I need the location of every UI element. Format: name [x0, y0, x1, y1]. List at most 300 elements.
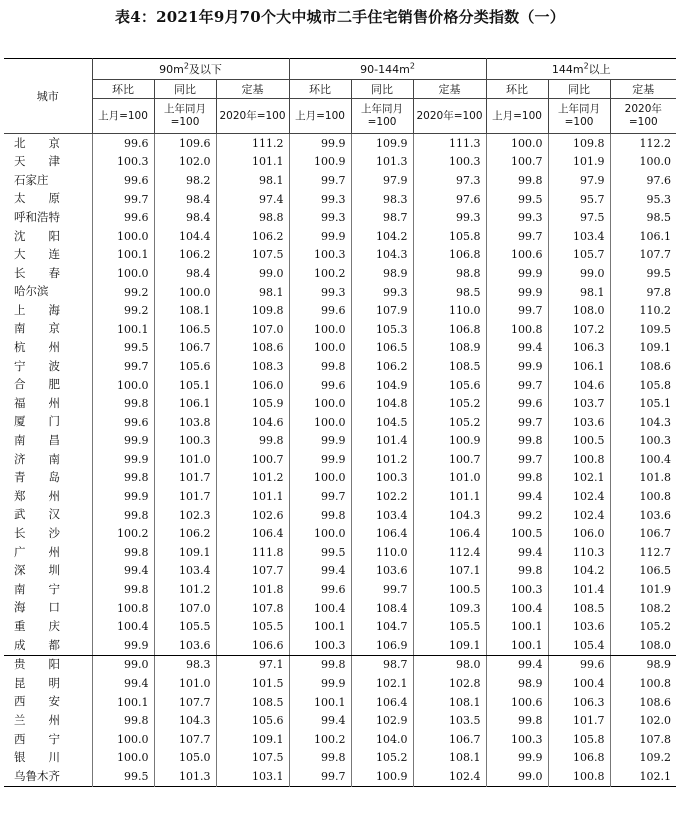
index-value: 104.3 — [639, 415, 672, 429]
table-row — [4, 301, 676, 320]
index-value: 97.6 — [413, 190, 486, 209]
index-value: 98.5 — [646, 211, 672, 225]
index-value: 99.4 — [486, 543, 548, 562]
index-value: 99.0 — [548, 264, 610, 283]
city-name: 西 安 — [4, 693, 92, 712]
sub-header-cell: 同比 — [351, 80, 413, 99]
group-header-small: $90m^2$及以下 — [92, 59, 289, 80]
sub-header-cell: 定基 — [413, 80, 486, 99]
table-row — [4, 580, 676, 599]
index-value: 99.8 — [289, 506, 351, 525]
index-value: 99.6 — [548, 655, 610, 674]
table-row — [4, 320, 676, 339]
index-value: 99.8 — [92, 580, 154, 599]
index-value: 98.0 — [413, 655, 486, 674]
price-index-table — [4, 58, 676, 787]
index-value: 103.4 — [548, 227, 610, 246]
index-value: 100.5 — [548, 432, 610, 451]
index-value: 99.3 — [289, 190, 351, 209]
index-value: 99.4 — [486, 339, 548, 358]
index-value: 112.2 — [639, 136, 672, 150]
index-value: 106.3 — [548, 339, 610, 358]
index-value: 100.7 — [413, 450, 486, 469]
table-row — [4, 376, 676, 395]
index-value: 100.3 — [154, 432, 216, 451]
table-row — [4, 674, 676, 693]
index-value: 108.6 — [639, 695, 672, 709]
index-value: 99.9 — [92, 487, 154, 506]
index-value: 100.1 — [92, 246, 154, 265]
index-value: 97.9 — [548, 171, 610, 190]
table-row — [4, 171, 676, 190]
index-value: 106.3 — [548, 693, 610, 712]
price-index-table-container — [4, 58, 676, 787]
index-value: 100.0 — [486, 134, 548, 153]
index-value: 99.7 — [486, 227, 548, 246]
index-value: 100.9 — [289, 153, 351, 172]
index-value: 108.5 — [548, 599, 610, 618]
index-value: 104.9 — [351, 376, 413, 395]
table-row — [4, 339, 676, 358]
table-row — [4, 153, 676, 172]
index-value: 100.3 — [351, 469, 413, 488]
index-value: 104.0 — [351, 730, 413, 749]
index-value: 106.2 — [351, 357, 413, 376]
table-row — [4, 655, 676, 674]
index-value: 103.6 — [548, 617, 610, 636]
index-value: 103.7 — [548, 394, 610, 413]
index-value: 99.8 — [486, 432, 548, 451]
index-value: 100.3 — [486, 730, 548, 749]
group-header-large: $144m^2$以上 — [486, 59, 676, 80]
index-value: 97.5 — [548, 208, 610, 227]
index-value: 98.9 — [351, 264, 413, 283]
index-value: 99.8 — [92, 469, 154, 488]
index-value: 99.4 — [486, 487, 548, 506]
sub-header-cell: 环比 — [486, 80, 548, 99]
index-value: 100.0 — [289, 339, 351, 358]
index-value: 99.7 — [92, 190, 154, 209]
index-value: 98.3 — [351, 190, 413, 209]
index-value: 105.4 — [548, 636, 610, 655]
index-value: 100.8 — [92, 599, 154, 618]
index-value: 106.2 — [154, 524, 216, 543]
index-value: 99.7 — [289, 767, 351, 786]
sub-header-cell: 同比 — [548, 80, 610, 99]
index-value: 109.1 — [639, 341, 672, 355]
index-value: 108.6 — [216, 339, 289, 358]
index-value: 99.9 — [289, 674, 351, 693]
table-body — [4, 134, 676, 787]
index-value: 101.1 — [216, 153, 289, 172]
index-value: 101.2 — [154, 580, 216, 599]
index-value: 102.9 — [351, 711, 413, 730]
index-value: 103.8 — [154, 413, 216, 432]
index-value: 106.0 — [548, 524, 610, 543]
city-name: 武 汉 — [4, 506, 92, 525]
city-name: 呼和浩特 — [4, 208, 92, 227]
index-value: 107.7 — [154, 693, 216, 712]
index-value: 101.0 — [154, 450, 216, 469]
index-value: 107.7 — [216, 562, 289, 581]
index-value: 99.9 — [92, 432, 154, 451]
index-value: 100.7 — [486, 153, 548, 172]
city-name: 杭 州 — [4, 339, 92, 358]
sub-header-cell: 环比 — [92, 80, 154, 99]
sub-header-cell: 同比 — [154, 80, 216, 99]
index-value: 99.8 — [486, 711, 548, 730]
sub-header-cell: 定基 — [610, 80, 676, 99]
city-name: 南 昌 — [4, 432, 92, 451]
index-value: 107.8 — [216, 599, 289, 618]
index-value: 103.6 — [639, 508, 672, 522]
city-column-header: 城市 — [4, 59, 92, 134]
index-value: 106.2 — [154, 246, 216, 265]
index-value: 100.1 — [486, 636, 548, 655]
index-value: 98.2 — [154, 171, 216, 190]
table-row — [4, 636, 676, 655]
table-row — [4, 617, 676, 636]
city-name: 沈 阳 — [4, 227, 92, 246]
index-value: 99.7 — [289, 487, 351, 506]
index-value: 100.6 — [486, 246, 548, 265]
index-value: 99.3 — [413, 208, 486, 227]
index-value: 100.0 — [289, 469, 351, 488]
index-value: 109.1 — [413, 636, 486, 655]
index-value: 108.1 — [413, 749, 486, 768]
city-name: 长 春 — [4, 264, 92, 283]
index-value: 112.4 — [413, 543, 486, 562]
city-name: 福 州 — [4, 394, 92, 413]
index-value: 100.2 — [289, 264, 351, 283]
index-value: 103.4 — [351, 506, 413, 525]
index-value: 107.5 — [216, 749, 289, 768]
table-row — [4, 469, 676, 488]
index-value: 100.6 — [486, 693, 548, 712]
city-name: 乌鲁木齐 — [4, 767, 92, 786]
index-value: 98.7 — [351, 208, 413, 227]
index-value: 99.4 — [289, 562, 351, 581]
index-value: 97.8 — [646, 285, 672, 299]
index-value: 106.4 — [216, 524, 289, 543]
index-value: 102.2 — [351, 487, 413, 506]
city-name: 石家庄 — [4, 171, 92, 190]
table-row — [4, 264, 676, 283]
index-value: 109.2 — [639, 751, 672, 765]
index-value: 102.4 — [548, 487, 610, 506]
index-value: 99.8 — [486, 469, 548, 488]
index-value: 98.7 — [351, 655, 413, 674]
index-value: 99.8 — [216, 432, 289, 451]
index-value: 106.4 — [351, 524, 413, 543]
city-name: 太 原 — [4, 190, 92, 209]
index-value: 102.1 — [351, 674, 413, 693]
index-value: 99.9 — [92, 636, 154, 655]
index-value: 106.6 — [216, 636, 289, 655]
index-value: 109.5 — [639, 322, 672, 336]
index-value: 106.7 — [639, 527, 672, 541]
sub-header-cell: 环比 — [289, 80, 351, 99]
table-row — [4, 413, 676, 432]
index-value: 100.0 — [154, 283, 216, 302]
index-value: 99.4 — [486, 655, 548, 674]
index-value: 99.2 — [486, 506, 548, 525]
index-value: 100.4 — [639, 452, 672, 466]
index-value: 106.1 — [639, 229, 672, 243]
index-value: 100.0 — [289, 394, 351, 413]
index-value: 106.8 — [548, 749, 610, 768]
index-value: 97.1 — [216, 655, 289, 674]
index-value: 105.1 — [639, 397, 672, 411]
index-value: 99.8 — [289, 749, 351, 768]
index-value: 107.1 — [413, 562, 486, 581]
index-value: 107.0 — [216, 320, 289, 339]
index-value: 99.9 — [289, 450, 351, 469]
index-value: 100.8 — [548, 767, 610, 786]
index-value: 101.2 — [216, 469, 289, 488]
index-value: 100.0 — [92, 227, 154, 246]
index-value: 101.9 — [548, 153, 610, 172]
index-value: 99.8 — [486, 562, 548, 581]
index-value: 106.0 — [216, 376, 289, 395]
index-value: 98.3 — [154, 655, 216, 674]
index-value: 99.6 — [289, 376, 351, 395]
index-value: 99.8 — [92, 506, 154, 525]
index-value: 107.5 — [216, 246, 289, 265]
index-value: 99.9 — [289, 134, 351, 153]
index-value: 105.8 — [548, 730, 610, 749]
index-value: 101.3 — [154, 767, 216, 786]
index-value: 104.7 — [351, 617, 413, 636]
table-row — [4, 227, 676, 246]
index-value: 101.0 — [413, 469, 486, 488]
index-value: 106.5 — [154, 320, 216, 339]
index-value: 108.5 — [413, 357, 486, 376]
table-row — [4, 134, 676, 153]
city-name: 合 肥 — [4, 376, 92, 395]
index-value: 100.1 — [92, 320, 154, 339]
index-value: 99.7 — [486, 413, 548, 432]
index-value: 104.3 — [413, 506, 486, 525]
index-value: 108.0 — [548, 301, 610, 320]
index-value: 99.9 — [92, 450, 154, 469]
index-value: 97.3 — [413, 171, 486, 190]
index-value: 107.7 — [154, 730, 216, 749]
city-name: 重 庆 — [4, 617, 92, 636]
index-value: 98.1 — [216, 171, 289, 190]
index-value: 104.2 — [548, 562, 610, 581]
index-value: 99.6 — [92, 413, 154, 432]
city-name: 天 津 — [4, 153, 92, 172]
index-value: 99.9 — [486, 749, 548, 768]
index-value: 98.4 — [154, 208, 216, 227]
table-row — [4, 524, 676, 543]
index-value: 99.3 — [289, 283, 351, 302]
index-value: 99.6 — [92, 134, 154, 153]
sub-header-cell: 定基 — [216, 80, 289, 99]
index-value: 106.8 — [413, 246, 486, 265]
table-row — [4, 749, 676, 768]
index-value: 108.9 — [413, 339, 486, 358]
table-row — [4, 693, 676, 712]
base-header-cell: 2020年=100 — [413, 99, 486, 134]
index-value: 105.2 — [413, 413, 486, 432]
city-name: 昆 明 — [4, 674, 92, 693]
index-value: 102.8 — [413, 674, 486, 693]
index-value: 100.9 — [351, 767, 413, 786]
index-value: 109.8 — [548, 134, 610, 153]
index-value: 109.1 — [154, 543, 216, 562]
index-value: 101.8 — [639, 471, 672, 485]
base-header-cell: 上年同月=100 — [351, 99, 413, 134]
index-value: 99.8 — [92, 711, 154, 730]
table-row — [4, 711, 676, 730]
index-value: 107.7 — [639, 248, 672, 262]
base-header-row — [4, 99, 676, 134]
index-value: 102.4 — [548, 506, 610, 525]
table-row — [4, 543, 676, 562]
index-value: 100.4 — [289, 599, 351, 618]
index-value: 106.9 — [351, 636, 413, 655]
index-value: 99.3 — [486, 208, 548, 227]
index-value: 101.4 — [548, 580, 610, 599]
index-value: 99.4 — [92, 562, 154, 581]
index-value: 100.8 — [639, 490, 672, 504]
index-value: 106.7 — [413, 730, 486, 749]
index-value: 100.1 — [486, 617, 548, 636]
index-value: 110.2 — [639, 304, 672, 318]
index-value: 101.1 — [413, 487, 486, 506]
index-value: 99.5 — [646, 266, 672, 280]
index-value: 99.8 — [92, 394, 154, 413]
index-value: 109.9 — [351, 134, 413, 153]
base-header-cell: 上年同月=100 — [548, 99, 610, 134]
city-name: 南 宁 — [4, 580, 92, 599]
index-value: 110.0 — [351, 543, 413, 562]
index-value: 103.6 — [351, 562, 413, 581]
index-value: 100.3 — [413, 153, 486, 172]
index-value: 108.0 — [610, 636, 676, 655]
index-value: 100.8 — [548, 450, 610, 469]
index-value: 104.3 — [351, 246, 413, 265]
index-value: 100.3 — [486, 580, 548, 599]
index-value: 98.1 — [216, 283, 289, 302]
index-value: 101.2 — [351, 450, 413, 469]
index-value: 95.3 — [646, 192, 672, 206]
index-value: 100.1 — [289, 617, 351, 636]
city-name: 银 川 — [4, 749, 92, 768]
index-value: 102.6 — [216, 506, 289, 525]
city-name: 西 宁 — [4, 730, 92, 749]
index-value: 99.4 — [92, 674, 154, 693]
index-value: 99.7 — [486, 450, 548, 469]
table-row — [4, 190, 676, 209]
index-value: 98.9 — [486, 674, 548, 693]
index-value: 105.8 — [639, 378, 672, 392]
index-value: 108.2 — [639, 601, 672, 615]
index-value: 100.5 — [486, 524, 548, 543]
table-row — [4, 506, 676, 525]
base-header-cell: 2020年=100 — [610, 99, 676, 134]
index-value: 107.2 — [548, 320, 610, 339]
index-value: 99.5 — [486, 190, 548, 209]
index-value: 99.0 — [486, 767, 548, 786]
city-name: 济 南 — [4, 450, 92, 469]
sub-header-row — [4, 80, 676, 99]
index-value: 105.5 — [413, 617, 486, 636]
index-value: 99.8 — [289, 357, 351, 376]
index-value: 111.8 — [216, 543, 289, 562]
table-row — [4, 562, 676, 581]
index-value: 100.0 — [289, 524, 351, 543]
index-value: 110.0 — [413, 301, 486, 320]
index-value: 99.3 — [351, 283, 413, 302]
index-value: 109.8 — [216, 301, 289, 320]
index-value: 100.1 — [92, 693, 154, 712]
index-value: 106.1 — [154, 394, 216, 413]
index-value: 99.6 — [92, 208, 154, 227]
index-value: 100.9 — [413, 432, 486, 451]
index-value: 99.2 — [92, 283, 154, 302]
index-value: 100.4 — [548, 674, 610, 693]
index-value: 101.4 — [351, 432, 413, 451]
index-value: 106.4 — [413, 524, 486, 543]
index-value: 98.8 — [413, 264, 486, 283]
index-value: 108.6 — [639, 359, 672, 373]
index-value: 99.7 — [289, 171, 351, 190]
index-value: 95.7 — [548, 190, 610, 209]
index-value: 109.6 — [154, 134, 216, 153]
base-header-cell: 上月=100 — [289, 99, 351, 134]
index-value: 101.5 — [216, 674, 289, 693]
city-name: 海 口 — [4, 599, 92, 618]
index-value: 108.3 — [216, 357, 289, 376]
index-value: 112.7 — [639, 545, 672, 559]
index-value: 105.5 — [154, 617, 216, 636]
index-value: 105.2 — [413, 394, 486, 413]
index-value: 98.8 — [216, 208, 289, 227]
index-value: 99.6 — [289, 301, 351, 320]
index-value: 105.9 — [216, 394, 289, 413]
city-name: 上 海 — [4, 301, 92, 320]
index-value: 99.8 — [92, 543, 154, 562]
index-value: 101.7 — [548, 711, 610, 730]
index-value: 99.9 — [486, 264, 548, 283]
index-value: 99.7 — [92, 357, 154, 376]
index-value: 100.4 — [92, 617, 154, 636]
index-value: 108.4 — [351, 599, 413, 618]
index-value: 101.7 — [154, 487, 216, 506]
index-value: 104.2 — [351, 227, 413, 246]
index-value: 99.0 — [216, 264, 289, 283]
index-value: 97.9 — [351, 171, 413, 190]
index-value: 100.0 — [289, 320, 351, 339]
index-value: 97.6 — [646, 173, 672, 187]
table-row — [4, 394, 676, 413]
index-value: 100.0 — [92, 376, 154, 395]
index-value: 104.3 — [154, 711, 216, 730]
index-value: 99.4 — [289, 711, 351, 730]
index-value: 105.6 — [216, 711, 289, 730]
index-value: 100.0 — [92, 264, 154, 283]
city-name: 郑 州 — [4, 487, 92, 506]
index-value: 99.6 — [92, 171, 154, 190]
index-value: 106.2 — [216, 227, 289, 246]
index-value: 100.0 — [92, 730, 154, 749]
index-value: 99.9 — [486, 283, 548, 302]
table-row — [4, 208, 676, 227]
index-value: 106.4 — [351, 693, 413, 712]
